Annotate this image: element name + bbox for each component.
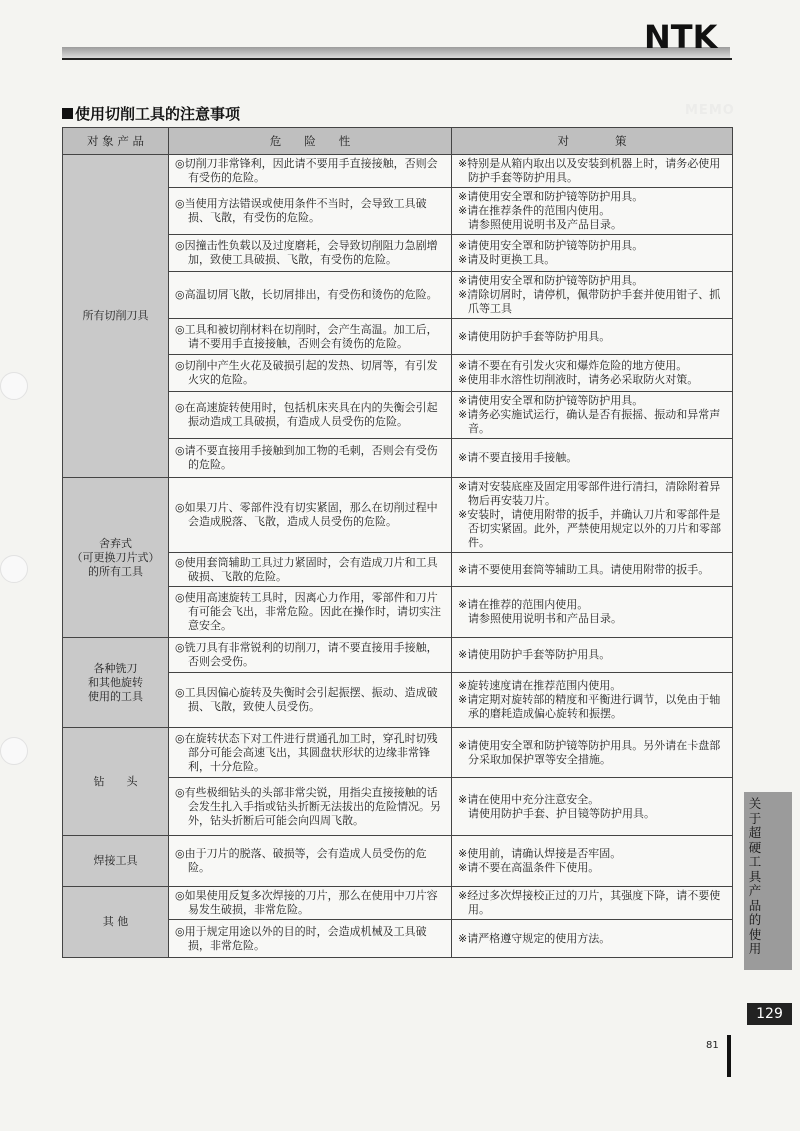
countermeasure-cell xyxy=(452,355,733,392)
danger-text: ◎由于刀片的脱落、破损等，会有造成人员受伤的危险。 xyxy=(175,847,427,874)
countermeasure-line: ※请定期对旋转部的精度和平衡进行调节，以免由于轴承的磨耗造成偏心旋转和振摆。 xyxy=(458,693,721,720)
danger-cell xyxy=(169,728,452,778)
danger-cell xyxy=(169,478,452,553)
countermeasure-cell xyxy=(452,553,733,587)
category-cell xyxy=(63,638,169,728)
brand-logo: NTK xyxy=(644,18,718,56)
danger-text: ◎请不要直接用手接触到加工物的毛刺，否则会有受伤的危险。 xyxy=(175,444,438,471)
countermeasure-line: ※清除切屑时，请停机，佩带防护手套并使用钳子、抓爪等工具 xyxy=(458,288,721,315)
countermeasure-cell xyxy=(452,235,733,272)
countermeasure-line: ※请不要在高温条件下使用。 xyxy=(458,861,600,874)
memo-watermark: MEMO xyxy=(685,103,735,118)
category-label: 焊接工具 xyxy=(93,854,138,867)
countermeasure-line: 请参照使用说明书和产品目录。 xyxy=(468,612,622,625)
countermeasure-cell xyxy=(452,392,733,439)
countermeasure-line: ※请使用安全罩和防护镜等防护用具。 xyxy=(458,190,644,203)
danger-cell xyxy=(169,887,452,920)
countermeasure-line: 请使用防护手套、护目镜等防护用具。 xyxy=(468,806,655,820)
danger-text: ◎用于规定用途以外的目的时，会造成机械及工具破损，非常危险。 xyxy=(175,924,427,952)
category-label: 各种铣刀 xyxy=(93,661,138,675)
countermeasure-cell xyxy=(452,887,733,920)
countermeasure-cell xyxy=(452,319,733,355)
danger-text: ◎工具因偏心旋转及失衡时会引起振摆、振动、造成破损、飞散，致使人员受伤。 xyxy=(175,686,438,713)
binder-hole xyxy=(0,372,28,400)
countermeasure-line: ※特别是从箱内取出以及安装到机器上时，请务必使用防护手套等防护用具。 xyxy=(458,157,721,184)
category-cell xyxy=(63,478,169,638)
countermeasure-line: ※请使用安全罩和防护镜等防护用具。 xyxy=(458,394,644,407)
header-target-product: 对 象 产 品 xyxy=(63,128,169,155)
danger-cell xyxy=(169,188,452,235)
category-label: （可更换刀片式） xyxy=(71,550,160,564)
page-edge-bar xyxy=(727,1035,731,1077)
countermeasure-line: ※请在推荐条件的范围内使用。 xyxy=(458,204,611,217)
danger-text: ◎使用高速旋转工具时，因离心力作用，零部件和刀片有可能会飞出，非常危险。因此在操作时，请切实注意安全。 xyxy=(175,591,441,632)
countermeasure-cell xyxy=(452,188,733,235)
category-label: 和其他旋转 xyxy=(88,675,143,689)
category-cell xyxy=(63,728,169,836)
category-label: 的所有工具 xyxy=(88,564,143,578)
header-rule xyxy=(62,58,732,60)
category-cell xyxy=(63,836,169,887)
danger-text: ◎如果使用反复多次焊接的刀片，那么在使用中刀片容易发生破损，非常危险。 xyxy=(175,889,438,916)
category-cell xyxy=(63,155,169,478)
countermeasure-line: ※请不要直接用手接触。 xyxy=(458,451,578,464)
category-label: 使用的工具 xyxy=(88,689,143,703)
danger-text: ◎因撞击性负载以及过度磨耗，会导致切削阻力急剧增加，致使工具破损、飞散，有受伤的危险。 xyxy=(175,239,438,266)
category-label: 舍弃式 xyxy=(99,536,132,550)
danger-text: ◎切削中产生火花及破损引起的发热、切屑等，有引发火灾的危险。 xyxy=(175,359,438,386)
countermeasure-line: ※请及时更换工具。 xyxy=(458,253,556,266)
danger-text: ◎当使用方法错误或使用条件不当时，会导致工具破损、飞散，有受伤的危险。 xyxy=(175,197,427,224)
countermeasure-line: 请参照使用说明书及产品目录。 xyxy=(468,218,622,231)
table-row xyxy=(63,887,733,920)
danger-text: ◎有些极细钻头的头部非常尖锐，用指尖直接接触的话会发生扎入手指或钻头折断无法拔出的危险情况。另外，钻头折断后可能会向四周飞散。 xyxy=(175,785,441,827)
countermeasure-line: ※请对安装底座及固定用零部件进行清扫，清除附着异物后再安装刀片。 xyxy=(458,480,721,507)
section-title-text: 使用切削工具的注意事项 xyxy=(75,105,241,123)
table-row xyxy=(63,478,733,553)
header-countermeasure: 对 策 xyxy=(452,128,733,155)
category-cell xyxy=(63,887,169,958)
danger-text: ◎如果刀片、零部件没有切实紧固，那么在切削过程中会造成脱落、飞散，造成人员受伤的危险。 xyxy=(175,501,438,528)
countermeasure-cell xyxy=(452,728,733,778)
danger-cell xyxy=(169,355,452,392)
countermeasure-line: ※请务必实施试运行，确认是否有振摇、振动和异常声音。 xyxy=(458,408,721,435)
section-title xyxy=(62,103,240,124)
countermeasure-cell xyxy=(452,638,733,673)
danger-cell xyxy=(169,439,452,478)
table-row xyxy=(63,638,733,673)
countermeasure-line: ※安装时，请使用附带的扳手，并确认刀片和零部件是否切实紧固。此外，严禁使用规定以外的刀片和零部件。 xyxy=(458,508,721,549)
danger-text: ◎铣刀具有非常锐利的切削刀，请不要直接用手接触，否则会受伤。 xyxy=(175,641,438,668)
danger-cell xyxy=(169,235,452,272)
countermeasure-line: ※请使用安全罩和防护镜等防护用具。 xyxy=(458,274,644,287)
danger-text: ◎在旋转状态下对工件进行贯通孔加工时，穿孔时切残部分可能会高速飞出，其圆盘状形状的边缘非常锋利，十分危险。 xyxy=(175,731,438,773)
table-row xyxy=(63,155,733,188)
danger-cell xyxy=(169,319,452,355)
danger-text: ◎高温切屑飞散，长切屑排出，有受伤和烫伤的危险。 xyxy=(175,288,438,301)
countermeasure-line: ※请使用防护手套等防护用具。 xyxy=(458,329,611,343)
countermeasure-line: ※旋转速度请在推荐范围内使用。 xyxy=(458,679,622,692)
binder-hole xyxy=(0,555,28,583)
countermeasure-line: ※请不要在有引发火灾和爆炸危险的地方使用。 xyxy=(458,359,688,372)
countermeasure-line: ※请严格遵守规定的使用方法。 xyxy=(458,931,611,945)
category-label: 钻 头 xyxy=(93,774,138,788)
side-tab-label: 关于超硬工具产品的使用 xyxy=(748,796,762,956)
table-row xyxy=(63,728,733,778)
danger-text: ◎使用套筒辅助工具过力紧固时，会有造成刀片和工具破损、飞散的危险。 xyxy=(175,555,438,583)
countermeasure-line: ※请使用安全罩和防护镜等防护用具。另外请在卡盘部分采取加保护罩等安全措施。 xyxy=(458,738,721,766)
danger-cell xyxy=(169,836,452,887)
danger-cell xyxy=(169,392,452,439)
countermeasure-cell xyxy=(452,155,733,188)
table-body xyxy=(63,155,733,958)
countermeasure-line: ※经过多次焊接校正过的刀片，其强度下降，请不要使用。 xyxy=(458,889,721,916)
danger-cell xyxy=(169,778,452,836)
danger-cell xyxy=(169,673,452,728)
danger-cell xyxy=(169,553,452,587)
table-row xyxy=(63,836,733,887)
countermeasure-cell xyxy=(452,836,733,887)
binder-hole xyxy=(0,737,28,765)
countermeasure-line: ※请在推荐的范围内使用。 xyxy=(458,598,589,611)
countermeasure-cell xyxy=(452,673,733,728)
countermeasure-cell xyxy=(452,778,733,836)
danger-cell xyxy=(169,638,452,673)
print-page-number: 81 xyxy=(706,1040,719,1051)
danger-cell xyxy=(169,920,452,958)
category-label: 所有切削刀具 xyxy=(82,309,149,322)
countermeasure-cell xyxy=(452,272,733,319)
square-bullet-icon xyxy=(62,108,73,119)
table-header-row xyxy=(63,128,733,155)
countermeasure-cell xyxy=(452,439,733,478)
danger-text: ◎工具和被切削材料在切削时，会产生高温。加工后，请不要用手直接接触，否则会有烫伤的危险。 xyxy=(175,322,438,350)
countermeasure-line: ※使用非水溶性切削液时，请务必采取防火对策。 xyxy=(458,373,699,386)
countermeasure-cell xyxy=(452,587,733,638)
danger-cell xyxy=(169,587,452,638)
category-label: 其 他 xyxy=(102,915,129,928)
countermeasure-line: ※请不要使用套筒等辅助工具。请使用附带的扳手。 xyxy=(458,562,710,576)
danger-text: ◎切削刀非常锋利，因此请不要用手直接接触，否则会有受伤的危险。 xyxy=(175,157,438,184)
caution-table xyxy=(62,127,733,958)
countermeasure-line: ※请使用安全罩和防护镜等防护用具。 xyxy=(458,239,644,252)
header-danger: 危 险 性 xyxy=(169,128,452,155)
countermeasure-cell xyxy=(452,920,733,958)
danger-text: ◎在高速旋转使用时，包括机床夹具在内的失衡会引起振动造成工具破损，有造成人员受伤的危险。 xyxy=(175,401,438,428)
danger-cell xyxy=(169,272,452,319)
danger-cell xyxy=(169,155,452,188)
countermeasure-line: ※使用前，请确认焊接是否牢固。 xyxy=(458,847,622,860)
countermeasure-line: ※请在使用中充分注意安全。 xyxy=(458,792,600,806)
page-number: 129 xyxy=(747,1003,792,1025)
countermeasure-line: ※请使用防护手套等防护用具。 xyxy=(458,648,611,661)
countermeasure-cell xyxy=(452,478,733,553)
